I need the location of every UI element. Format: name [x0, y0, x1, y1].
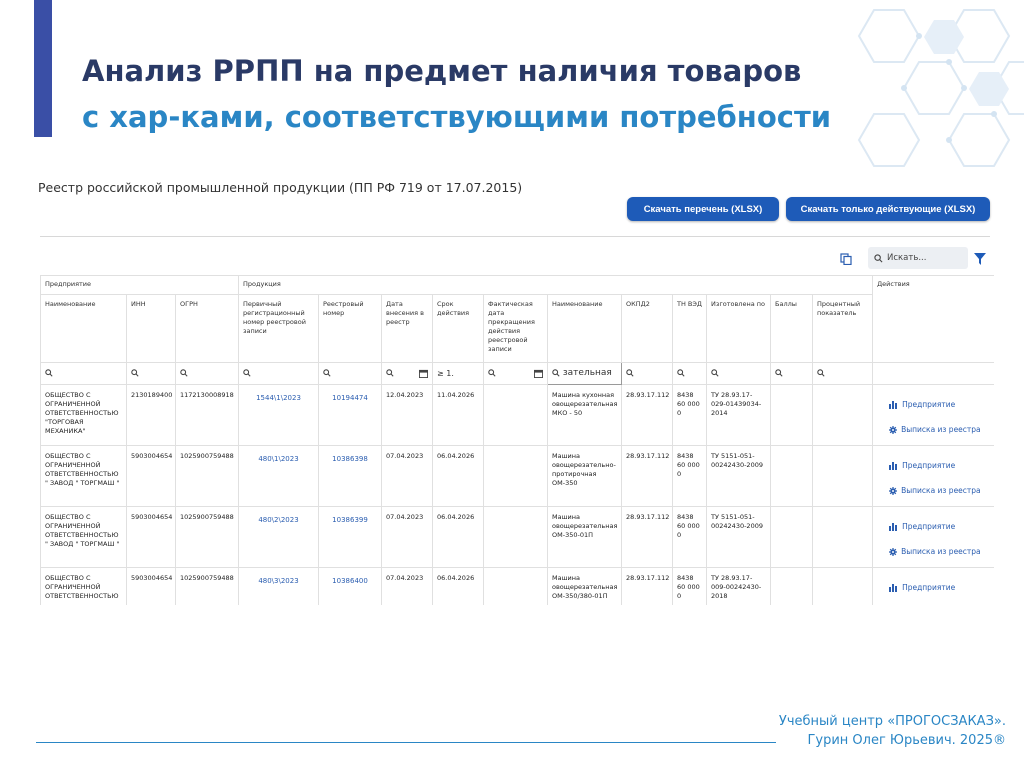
cell-product: Машина овощерезательная ОМ-350/380-01П [548, 568, 622, 606]
column-header-okpd2[interactable]: ОКПД2 [622, 295, 673, 363]
hexagon-decoration [814, 0, 1024, 190]
search-icon [323, 369, 331, 377]
cell-inn: 5903004654 [127, 446, 176, 507]
gear-icon [889, 426, 897, 434]
enterprise-link[interactable] [889, 522, 990, 531]
cell-actions [873, 507, 994, 568]
cell-tnved: 8438 60 000 0 [673, 507, 707, 568]
cell-ogrn: 1025900759488 [176, 568, 239, 606]
filter-icon[interactable] [974, 253, 986, 265]
toolbar-divider [40, 236, 990, 237]
cell-name: ОБЩЕСТВО С ОГРАНИЧЕННОЙ ОТВЕТСТВЕННОСТЬЮ " ЗАВОД " ТОРГМАШ " [41, 507, 127, 568]
cell-tnved: 8438 60 000 0 [673, 385, 707, 446]
cell-okpd2: 28.93.17.112 [622, 385, 673, 446]
table-row [41, 568, 995, 606]
bar-chart-icon [889, 462, 898, 470]
registry-extract-link-label: Выписка из реестра [901, 486, 981, 495]
cell-okpd2: 28.93.17.112 [622, 568, 673, 606]
search-icon [131, 369, 139, 377]
column-header-end-date[interactable]: Фактическая дата прекращения действия реестровой записи [484, 295, 548, 363]
cell-percent [813, 446, 873, 507]
filter-product[interactable] [548, 363, 622, 385]
filter-valid-until-value: 1. [446, 368, 454, 378]
cell-date-added: 07.04.2023 [382, 568, 433, 606]
column-header-registry-no[interactable]: Реестровый номер [319, 295, 382, 363]
cell-percent [813, 507, 873, 568]
search-icon [386, 369, 394, 377]
gear-icon [889, 548, 897, 556]
registry-extract-link-label: Выписка из реестра [901, 425, 981, 434]
search-icon [775, 369, 783, 377]
cell-valid-until: 06.04.2026 [433, 568, 484, 606]
filter-ogrn[interactable] [176, 363, 239, 385]
cell-ogrn: 1025900759488 [176, 446, 239, 507]
download-active-button[interactable]: Скачать только действующие (XLSX) [786, 197, 990, 221]
copy-icon[interactable] [840, 253, 852, 265]
cell-valid-until: 11.04.2026 [433, 385, 484, 446]
search-icon [45, 369, 53, 377]
cell-made-by: ТУ 5151-051-00242430-2009 [707, 507, 771, 568]
footer-divider [36, 742, 776, 743]
slide-title-line2: с хар-ками, соответствующими потребности [82, 100, 832, 134]
search-icon [817, 369, 825, 377]
filter-product-value: зательная [562, 368, 612, 378]
cell-okpd2: 28.93.17.112 [622, 446, 673, 507]
filter-inn[interactable] [127, 363, 176, 385]
cell-inn: 5903004654 [127, 568, 176, 606]
search-icon [626, 369, 634, 377]
gear-icon [889, 487, 897, 495]
registry-extract-link[interactable] [889, 486, 990, 495]
enterprise-link-label: Предприятие [902, 400, 956, 409]
cell-product: Машина овощерезательная ОМ-350-01П [548, 507, 622, 568]
footer-line2: Гурин Олег Юрьевич. 2025® [807, 733, 1006, 748]
cell-ogrn: 1172130008918 [176, 385, 239, 446]
enterprise-link-label: Предприятие [902, 522, 956, 531]
cell-ogrn: 1025900759488 [176, 507, 239, 568]
search-icon [874, 254, 883, 263]
bar-chart-icon [889, 401, 898, 409]
greater-or-equal-icon: ≥ [437, 368, 444, 378]
cell-end-date [484, 446, 548, 507]
column-header-inn[interactable]: ИНН [127, 295, 176, 363]
enterprise-link[interactable] [889, 461, 990, 470]
table-row [41, 385, 995, 446]
cell-inn: 2130189400 [127, 385, 176, 446]
search-icon [552, 369, 560, 377]
cell-primary-no-link[interactable]: 480\2\2023 [239, 507, 319, 568]
cell-tnved: 8438 60 000 0 [673, 568, 707, 606]
column-header-made-by[interactable]: Изготовлена по [707, 295, 771, 363]
column-header-tnved[interactable]: ТН ВЭД [673, 295, 707, 363]
cell-registry-no-link[interactable]: 10194474 [319, 385, 382, 446]
column-header-name[interactable]: Наименование [41, 295, 127, 363]
cell-primary-no-link[interactable]: 480\3\2023 [239, 568, 319, 606]
group-header-products: Продукция [239, 276, 873, 295]
search-icon [711, 369, 719, 377]
slide-title-line1: Анализ РРПП на предмет наличия товаров [82, 54, 802, 88]
filter-actions [873, 363, 994, 385]
search-placeholder: Искать... [887, 253, 927, 263]
cell-name: ОБЩЕСТВО С ОГРАНИЧЕННОЙ ОТВЕТСТВЕННОСТЬЮ " ЗАВОД " ТОРГМАШ " [41, 446, 127, 507]
cell-valid-until: 06.04.2026 [433, 507, 484, 568]
enterprise-link-label: Предприятие [902, 583, 956, 592]
calendar-icon[interactable] [419, 369, 428, 378]
filter-percent[interactable] [813, 363, 873, 385]
slide-accent-bar [34, 0, 52, 137]
registry-extract-link[interactable] [889, 547, 990, 556]
bar-chart-icon [889, 523, 898, 531]
cell-points [771, 446, 813, 507]
cell-inn: 5903004654 [127, 507, 176, 568]
cell-tnved: 8438 60 000 0 [673, 446, 707, 507]
cell-end-date [484, 385, 548, 446]
filter-okpd2[interactable] [622, 363, 673, 385]
column-header-actions: Действия [873, 276, 994, 363]
column-header-valid-until[interactable]: Срок действия [433, 295, 484, 363]
cell-registry-no-link[interactable]: 10386400 [319, 568, 382, 606]
cell-product: Машина овощерезательно-протирочная ОМ-350 [548, 446, 622, 507]
column-header-points[interactable]: Баллы [771, 295, 813, 363]
slide-title [82, 48, 831, 140]
cell-date-added: 12.04.2023 [382, 385, 433, 446]
group-header-enterprise: Предприятие [41, 276, 239, 295]
cell-name: ОБЩЕСТВО С ОГРАНИЧЕННОЙ ОТВЕТСТВЕННОСТЬЮ [41, 568, 127, 606]
search-input[interactable] [868, 247, 968, 269]
cell-registry-no-link[interactable]: 10386399 [319, 507, 382, 568]
cell-okpd2: 28.93.17.112 [622, 507, 673, 568]
search-icon [180, 369, 188, 377]
enterprise-link-label: Предприятие [902, 461, 956, 470]
cell-valid-until: 06.04.2026 [433, 446, 484, 507]
filter-points[interactable] [771, 363, 813, 385]
column-header-percent[interactable]: Процентный показатель [813, 295, 873, 363]
cell-end-date [484, 568, 548, 606]
cell-made-by: ТУ 5151-051-00242430-2009 [707, 446, 771, 507]
search-icon [677, 369, 685, 377]
cell-primary-no-link[interactable]: 480\1\2023 [239, 446, 319, 507]
cell-made-by: ТУ 28.93.17-009-00242430-2018 [707, 568, 771, 606]
cell-end-date [484, 507, 548, 568]
filter-primary-no[interactable] [239, 363, 319, 385]
cell-points [771, 385, 813, 446]
registry-title: Реестр российской промышленной продукции (ПП РФ 719 от 17.07.2015) [38, 180, 523, 195]
cell-actions [873, 446, 994, 507]
search-icon [488, 369, 496, 377]
table-row [41, 507, 995, 568]
filter-end-date[interactable] [484, 363, 548, 385]
download-list-button[interactable]: Скачать перечень (XLSX) [627, 197, 779, 221]
filter-made-by[interactable] [707, 363, 771, 385]
filter-name[interactable] [41, 363, 127, 385]
cell-date-added: 07.04.2023 [382, 507, 433, 568]
registry-extract-link[interactable] [889, 425, 990, 434]
cell-date-added: 07.04.2023 [382, 446, 433, 507]
cell-made-by: ТУ 28.93.17-029-01439034-2014 [707, 385, 771, 446]
registry-table [40, 275, 994, 605]
enterprise-link[interactable] [889, 583, 990, 592]
filter-date-added[interactable] [382, 363, 433, 385]
filter-registry-no[interactable] [319, 363, 382, 385]
cell-primary-no-link[interactable]: 1544\1\2023 [239, 385, 319, 446]
search-icon [243, 369, 251, 377]
filter-valid-until[interactable] [433, 363, 484, 385]
column-header-product[interactable]: Наименование [548, 295, 622, 363]
column-header-ogrn[interactable]: ОГРН [176, 295, 239, 363]
cell-registry-no-link[interactable]: 10386398 [319, 446, 382, 507]
cell-actions [873, 568, 994, 606]
cell-percent [813, 385, 873, 446]
calendar-icon[interactable] [534, 369, 543, 378]
cell-points [771, 568, 813, 606]
bar-chart-icon [889, 584, 898, 592]
column-header-primary-no[interactable]: Первичный регистрационный номер реестровой записи [239, 295, 319, 363]
cell-actions [873, 385, 994, 446]
enterprise-link[interactable] [889, 400, 990, 409]
column-header-date-added[interactable]: Дата внесения в реестр [382, 295, 433, 363]
cell-points [771, 507, 813, 568]
footer-credits [779, 712, 1006, 750]
cell-product: Машина кухонная овощерезательная МКО - 50 [548, 385, 622, 446]
registry-extract-link-label: Выписка из реестра [901, 547, 981, 556]
footer-line1: Учебный центр «ПРОГОСЗАКАЗ». [778, 714, 1006, 729]
cell-name: ОБЩЕСТВО С ОГРАНИЧЕННОЙ ОТВЕТСТВЕННОСТЬЮ "ТОРГОВАЯ МЕХАНИКА" [41, 385, 127, 446]
table-row [41, 446, 995, 507]
filter-tnved[interactable] [673, 363, 707, 385]
cell-percent [813, 568, 873, 606]
